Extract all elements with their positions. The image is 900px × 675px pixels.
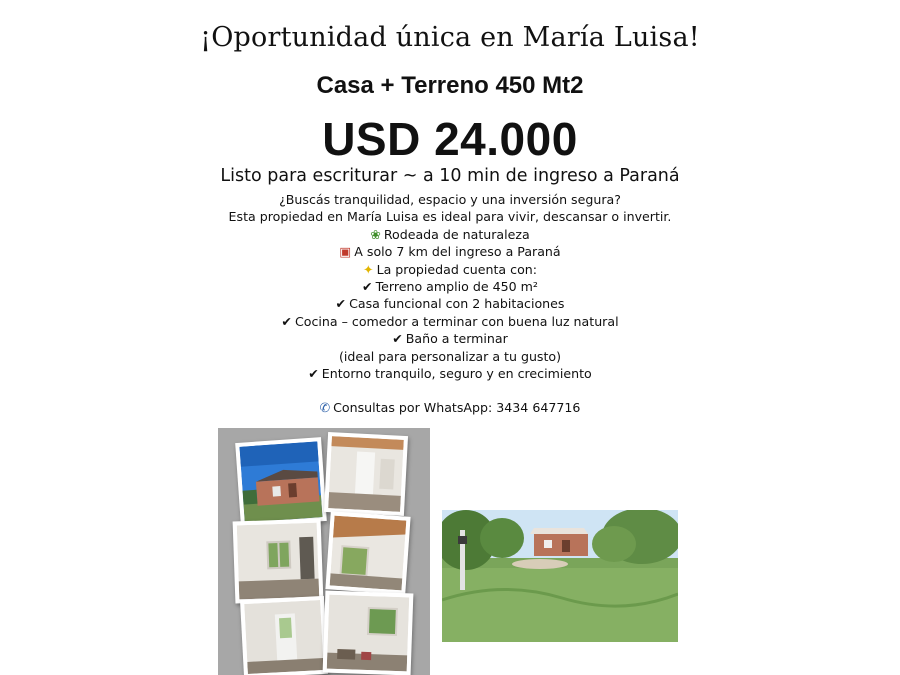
feature-item: ✔ Entorno tranquilo, seguro y en crecimiento [308, 366, 592, 382]
feature-item: ✔ Baño a terminar [392, 331, 508, 347]
check-icon: ✔ [392, 331, 403, 347]
exterior-photo [235, 437, 327, 527]
subtitle: Casa + Terreno 450 Mt2 [316, 72, 584, 99]
intro-line: Esta propiedad en María Luisa es ideal para vivir, descansar o invertir. [228, 209, 672, 225]
phone-icon: ✆ [319, 400, 331, 415]
description [0, 191, 900, 382]
highlight-features-intro: ✦ La propiedad cuenta con: [363, 261, 537, 277]
check-icon: ✔ [281, 313, 292, 329]
headline: ¡Oportunidad única en María Luisa! [200, 22, 700, 53]
contact-line: ✆ Consultas por WhatsApp: 3434 647716 [319, 400, 581, 415]
room-window-photo [233, 518, 324, 603]
check-icon: ✔ [308, 366, 319, 382]
feature-item: ✔ Casa funcional con 2 habitaciones [335, 296, 565, 312]
leaf-icon: ❀ [370, 226, 381, 242]
check-icon: ✔ [335, 296, 347, 312]
intro-line: ¿Buscás tranquilidad, espacio y una inversión segura? [279, 192, 621, 207]
feature-item: ✔ Terreno amplio de 450 m² [362, 279, 538, 295]
room-ceiling-photo [325, 511, 410, 594]
room-door-photo [240, 596, 328, 675]
photo-collage [218, 428, 430, 675]
room-objects-photo [323, 590, 414, 675]
feature-note: (ideal para personalizar a tu gusto) [338, 348, 562, 364]
sparkles-icon: ✦ [363, 261, 374, 277]
tagline: Listo para escriturar ~ a 10 min de ingreso a Paraná [220, 166, 680, 186]
interior-doorway-photo [324, 432, 408, 516]
outdoor-lot-photo [442, 510, 678, 642]
highlight-distance: ▣ A solo 7 km del ingreso a Paraná [339, 244, 561, 260]
car-icon: ▣ [339, 244, 352, 260]
feature-item: ✔ Cocina – comedor a terminar con buena luz natural [281, 313, 619, 329]
price: USD 24.000 [322, 113, 578, 165]
highlight-nature: ❀ Rodeada de naturaleza [370, 226, 530, 242]
check-icon: ✔ [362, 279, 373, 295]
